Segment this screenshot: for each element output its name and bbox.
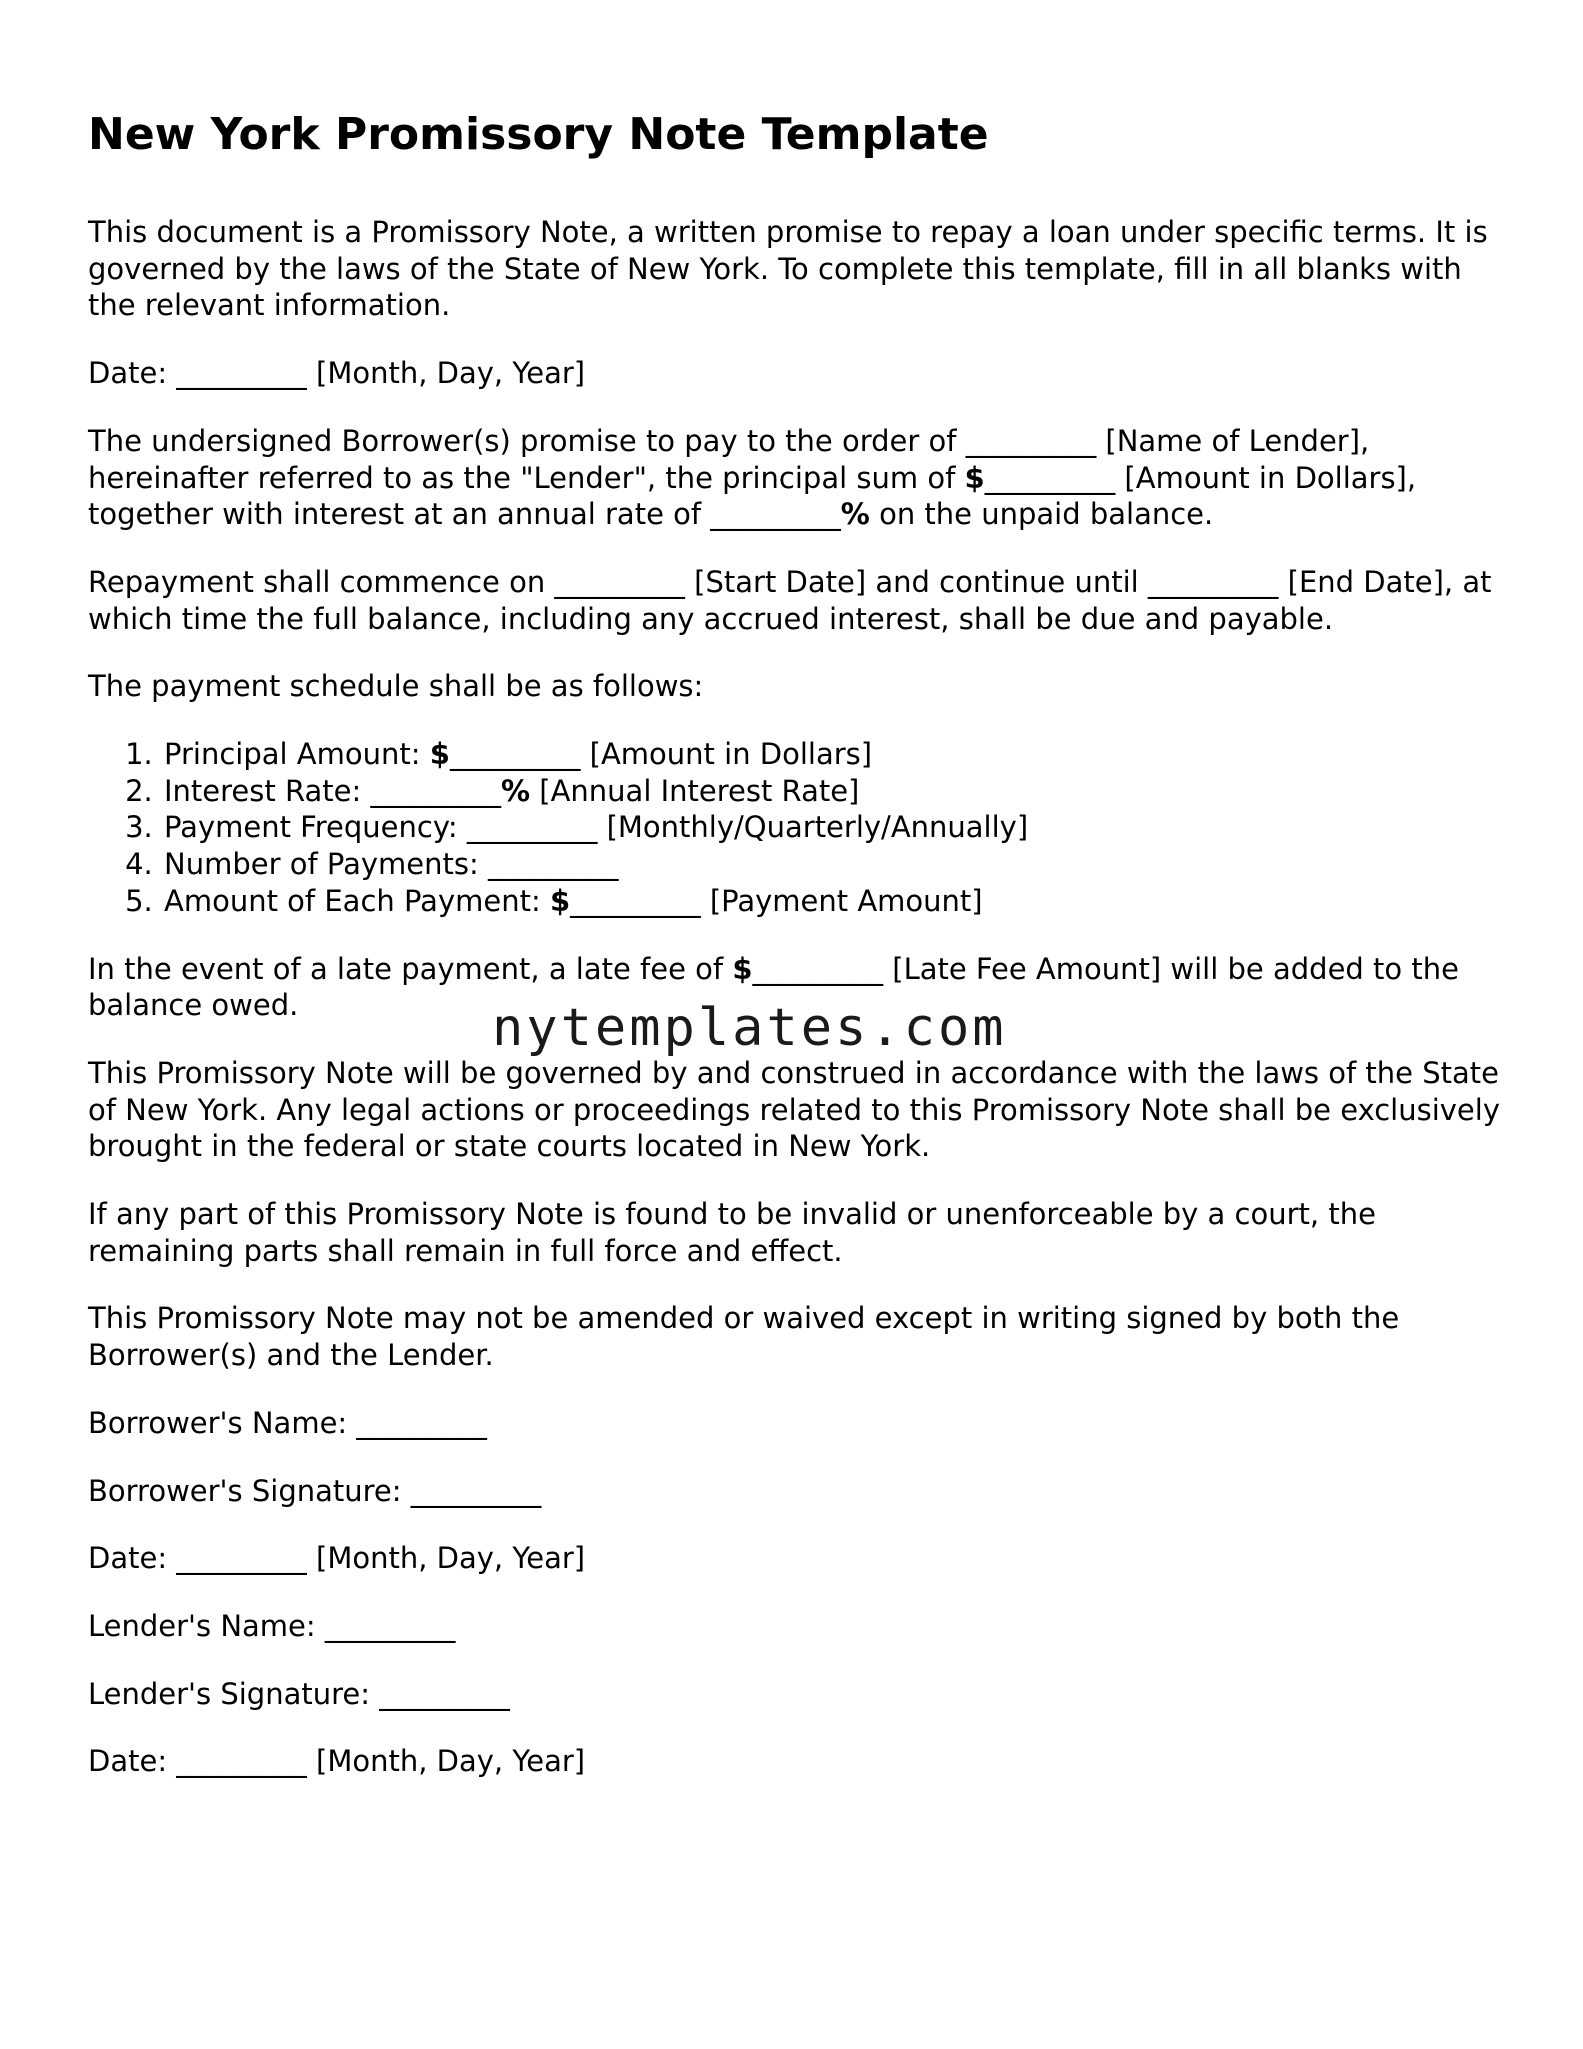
late-fee-text-2: _________ [Late Fee Amount] will be added to the balance owed. xyxy=(88,951,1459,1023)
list-item-interest-rate: 2. Interest Rate: _________% [Annual Interest Rate] xyxy=(162,773,1508,810)
list-item-payment-frequency: 3. Payment Frequency: _________ [Monthly/Quarterly/Annually] xyxy=(162,809,1508,846)
date-line: Date: _________ [Month, Day, Year] xyxy=(88,356,586,391)
intro-paragraph: This document is a Promissory Note, a written promise to repay a loan under specific terms. It is governed by the laws of the State of New York. To complete this template, fill in all blanks with the relevant information. xyxy=(88,215,1488,323)
promise-text-1: The undersigned Borrower(s) promise to pay to the order of _________ [Name of Lender], hereinafter referred to as the "Lender", the principal sum of xyxy=(88,423,1370,495)
borrower-name-line: Borrower's Name: _________ xyxy=(88,1405,487,1440)
currency-symbol: $ xyxy=(732,951,753,986)
promise-text-2: _________ [Amount in Dollars], together with interest at an annual rate of _________ xyxy=(88,460,1417,532)
borrower-signature-line: Borrower's Signature: _________ xyxy=(88,1473,542,1508)
schedule-intro: The payment schedule shall be as follows: xyxy=(88,669,704,704)
lender-signature-line: Lender's Signature: _________ xyxy=(88,1676,510,1711)
document-page xyxy=(88,110,1508,1811)
currency-symbol: $ xyxy=(549,883,571,918)
currency-symbol: $ xyxy=(429,737,450,772)
percent-symbol: % xyxy=(840,497,870,532)
lender-name-line: Lender's Name: _________ xyxy=(88,1608,456,1643)
payment-schedule-list xyxy=(88,736,1508,920)
page-title: New York Promissory Note Template xyxy=(88,109,989,160)
lender-date-line: Date: _________ [Month, Day, Year] xyxy=(88,1744,586,1779)
percent-symbol: % xyxy=(500,773,531,808)
promise-paragraph xyxy=(88,423,1508,533)
list-item-principal: 1. Principal Amount: $_________ [Amount in Dollars] xyxy=(162,736,1508,773)
repayment-paragraph: Repayment shall commence on _________ [Start Date] and continue until _________ [End Date], at which time the full balance, including any accrued interest, shall be due and payable. xyxy=(88,564,1492,636)
currency-symbol: $ xyxy=(964,460,985,495)
governing-law-paragraph: This Promissory Note will be governed by and construed in accordance with the laws of the State of New York. Any legal actions or proceedings related to this Promissory Note shall be exclusively brought in the federal or state courts located in New York. xyxy=(88,1055,1500,1164)
late-fee-text-1: In the event of a late payment, a late fee of xyxy=(88,951,733,986)
amendment-paragraph: This Promissory Note may not be amended or waived except in writing signed by both the Borrower(s) and the Lender. xyxy=(88,1301,1400,1373)
severability-paragraph: If any part of this Promissory Note is found to be invalid or unenforceable by a court, the remaining parts shall remain in full force and effect. xyxy=(88,1197,1376,1268)
borrower-date-line: Date: _________ [Month, Day, Year] xyxy=(88,1541,586,1576)
list-item-payment-amount: 5. Amount of Each Payment: $_________ [Payment Amount] xyxy=(162,883,1508,920)
watermark: nytemplates.com xyxy=(492,998,1007,1058)
promise-text-3: on the unpaid balance. xyxy=(869,497,1214,532)
list-item-number-of-payments: 4. Number of Payments: _________ xyxy=(162,846,1508,883)
